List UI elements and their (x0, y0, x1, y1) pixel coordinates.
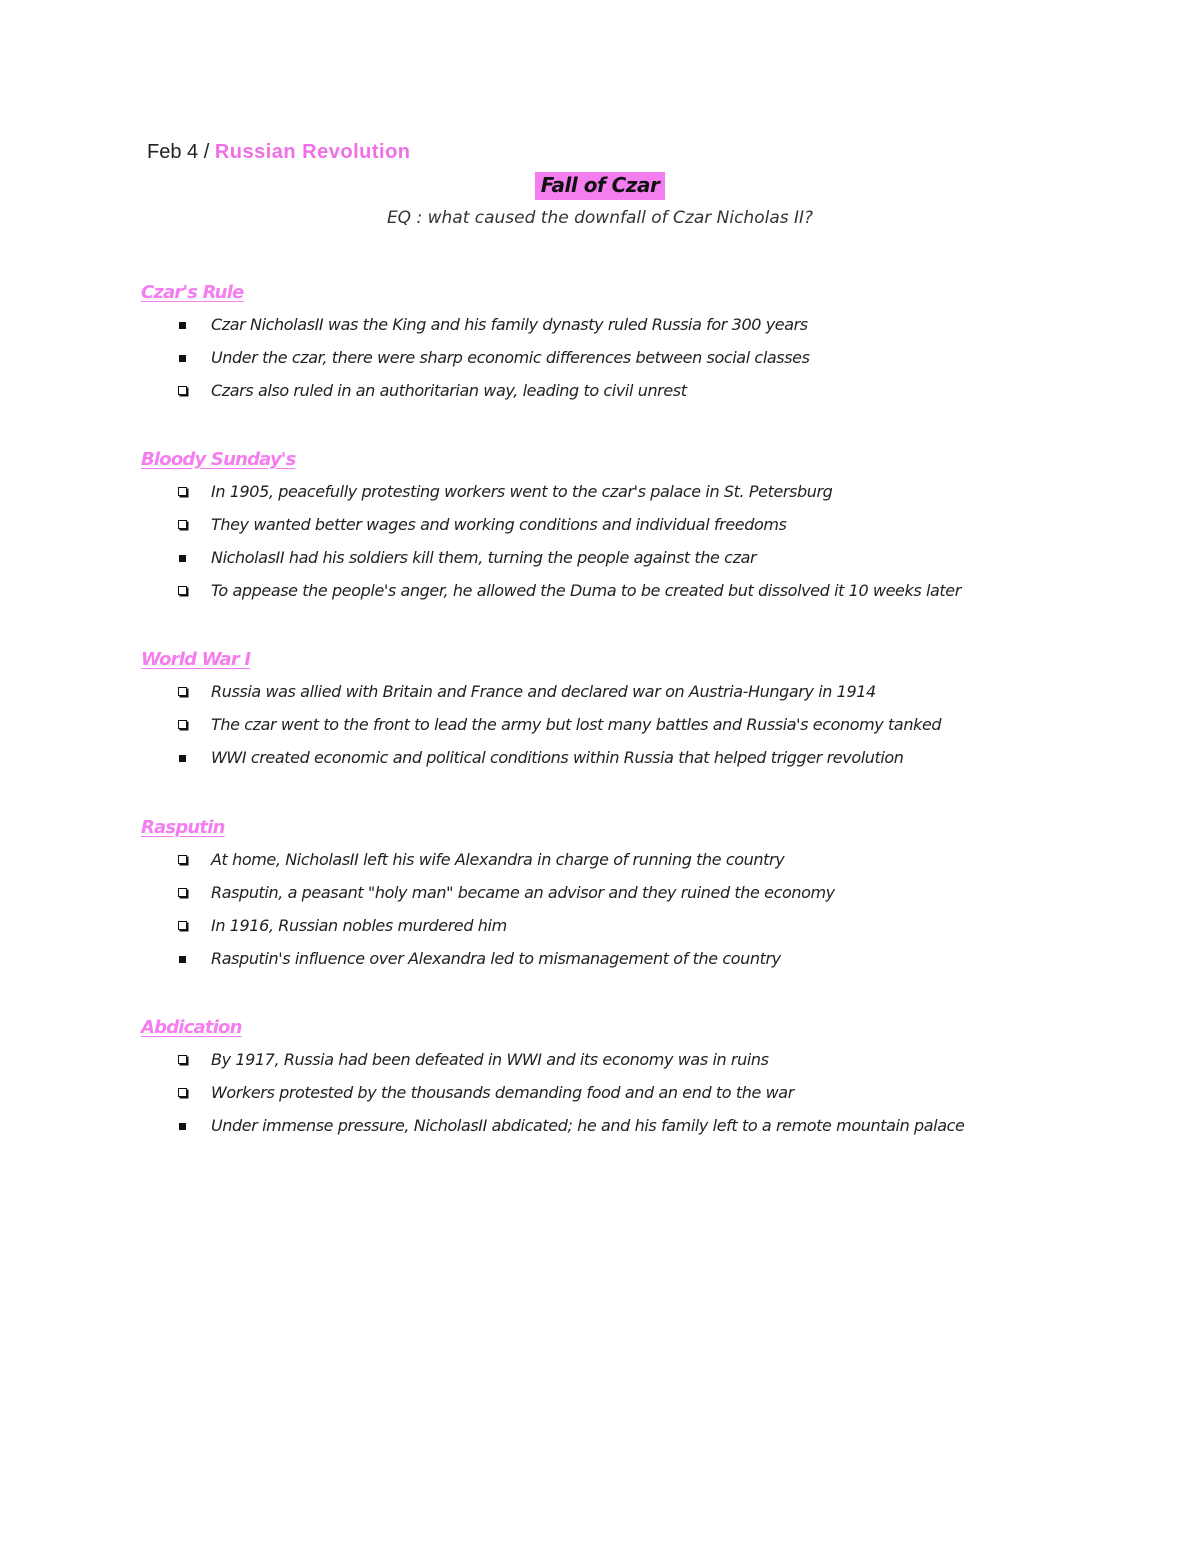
filled-square-bullet-icon (179, 1123, 186, 1130)
section-bloody-sunday (141, 447, 1141, 609)
section-czars-rule (141, 280, 1141, 409)
list-item (141, 911, 1141, 944)
list-item (141, 310, 1141, 343)
list-item (141, 743, 1141, 776)
list-item (141, 1111, 1141, 1144)
shadowed-box-bullet-icon (178, 855, 187, 864)
shadowed-box-bullet-icon (178, 921, 187, 930)
shadowed-box-bullet-icon (178, 487, 187, 496)
shadowed-box-bullet-icon (178, 720, 187, 729)
list-item-text: In 1916, Russian nobles murdered him (211, 916, 507, 935)
list-item-text: Rasputin, a peasant "holy man" became an advisor and they ruined the economy (211, 883, 835, 902)
list-item (141, 477, 1141, 510)
section-abdication (141, 1015, 1141, 1144)
list-item-text: Czar NicholasII was the King and his family dynasty ruled Russia for 300 years (211, 315, 808, 334)
list-item-text: Russia was allied with Britain and France and declared war on Austria-Hungary in 1914 (211, 682, 876, 701)
list-item (141, 677, 1141, 710)
shadowed-box-bullet-icon (178, 687, 187, 696)
shadowed-box-bullet-icon (178, 888, 187, 897)
list-item (141, 1045, 1141, 1078)
section-title: Abdication (141, 1017, 242, 1038)
list-item-text: The czar went to the front to lead the army but lost many battles and Russia's economy tanked (211, 715, 942, 734)
filled-square-bullet-icon (179, 322, 186, 329)
page-header (147, 141, 411, 164)
header-date: Feb 4 / (147, 141, 215, 163)
list-item (141, 376, 1141, 409)
list-item-text: By 1917, Russia had been defeated in WWI and its economy was in ruins (211, 1050, 769, 1069)
section-title: Rasputin (141, 817, 225, 838)
list-item (141, 710, 1141, 743)
shadowed-box-bullet-icon (178, 1055, 187, 1064)
shadowed-box-bullet-icon (178, 520, 187, 529)
essential-question: EQ : what caused the downfall of Czar Nicholas II? (386, 208, 814, 228)
list-item-text: Czars also ruled in an authoritarian way, leading to civil unrest (211, 381, 687, 400)
list-item (141, 343, 1141, 376)
page-title: Fall of Czar (535, 172, 666, 200)
section-rasputin (141, 815, 1141, 977)
shadowed-box-bullet-icon (178, 1088, 187, 1097)
list-item-text: NicholasII had his soldiers kill them, turning the people against the czar (211, 548, 757, 567)
list-item (141, 1078, 1141, 1111)
list-item (141, 944, 1141, 977)
list-item (141, 510, 1141, 543)
header-topic: Russian Revolution (214, 141, 411, 163)
list-item-text: Workers protested by the thousands demanding food and an end to the war (211, 1083, 794, 1102)
filled-square-bullet-icon (179, 956, 186, 963)
list-item (141, 878, 1141, 911)
list-item-text: At home, NicholasII left his wife Alexandra in charge of running the country (211, 850, 785, 869)
list-item (141, 576, 1141, 609)
shadowed-box-bullet-icon (178, 586, 187, 595)
list-item (141, 845, 1141, 878)
section-title: Bloody Sunday's (141, 449, 296, 470)
filled-square-bullet-icon (179, 355, 186, 362)
filled-square-bullet-icon (179, 755, 186, 762)
list-item-text: Rasputin's influence over Alexandra led to mismanagement of the country (211, 949, 781, 968)
page-title-row (0, 172, 1200, 200)
section-title: Czar's Rule (141, 282, 244, 303)
filled-square-bullet-icon (179, 555, 186, 562)
list-item-text: In 1905, peacefully protesting workers went to the czar's palace in St. Petersburg (211, 482, 833, 501)
list-item-text: To appease the people's anger, he allowed the Duma to be created but dissolved it 10 weeks later (211, 581, 961, 600)
list-item-text: They wanted better wages and working conditions and individual freedoms (211, 515, 787, 534)
section-title: World War I (141, 649, 251, 670)
section-world-war-i (141, 647, 1141, 776)
shadowed-box-bullet-icon (178, 386, 187, 395)
list-item-text: Under the czar, there were sharp economic differences between social classes (211, 348, 810, 367)
list-item (141, 543, 1141, 576)
list-item-text: Under immense pressure, NicholasII abdicated; he and his family left to a remote mountain palace (211, 1116, 965, 1135)
list-item-text: WWI created economic and political conditions within Russia that helped trigger revolution (211, 748, 904, 767)
